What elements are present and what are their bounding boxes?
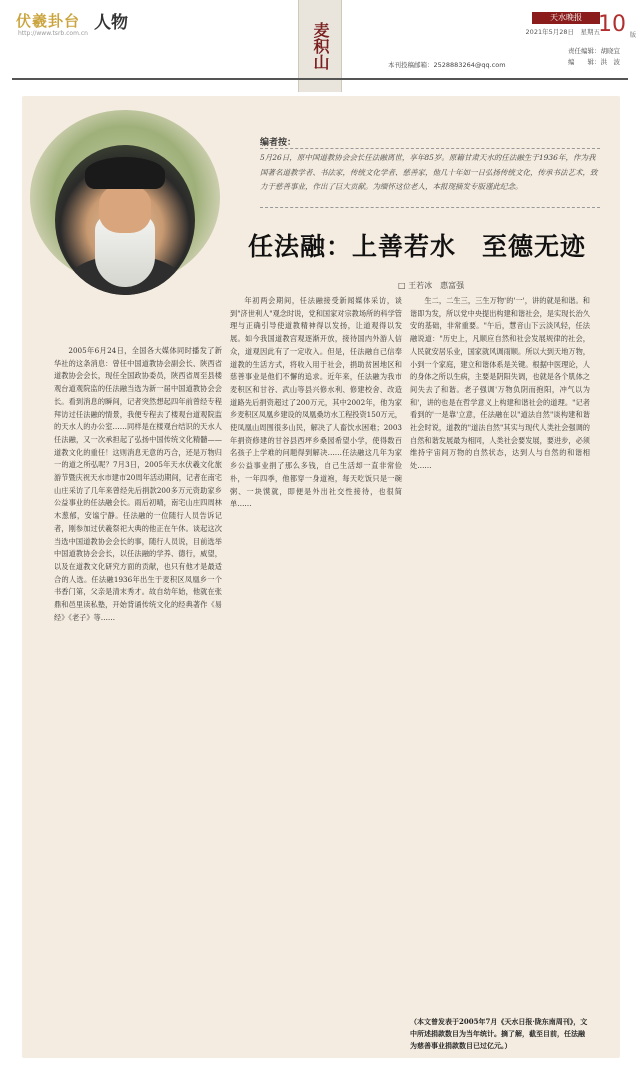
brand-url: http://www.tsrb.com.cn xyxy=(18,30,88,37)
article-column-2 xyxy=(230,295,402,1045)
section-title: 人物 xyxy=(94,13,128,33)
header-rule xyxy=(12,78,628,80)
brand-logo: 伏羲卦台 xyxy=(16,12,81,30)
article-byline: □ 王若冰 惠富强 xyxy=(398,281,465,290)
page-number: 10 xyxy=(598,12,626,37)
portrait-photo xyxy=(55,145,195,295)
column-2-text: 年初两会期间，任法融接受新闻媒体采访，谈到"济世利人"观念时说，党和国家对宗教场所的科学管理与正确引导使道教精神得以发扬，让道观得以发展。如今我国道教宫观逐渐开放，接待国内外游人信众，道观因此有了一定收入。但是，任法融自己信奉道教的生活方式，将收入用于社会，捐助贫困地区和慈善事业是他们不懈的追求。近年来，任法融为我市麦积区和甘谷、武山等县兴修水利、修建校舍、改造道路先后捐资超过了200万元，其中2002年，他为家乡麦积区凤凰乡建设的凤凰桑坊水工程投资150万元，使凤凰山周围很多山民，解决了人畜饮水困难；2003年捐资修建的甘谷县西坪乡桑园希望小学，使得数百名孩子上学难的问题得到解决……任法融这几年为家乡公益事业捐了那么多钱，自己生活却一直非常俭朴，一年四季，他都穿一身道袍，每天吃饭只是一碗粥、一块馍就，即便是外出社交性接待，也很简单…… xyxy=(230,296,402,509)
page-header xyxy=(0,0,640,96)
article-column-3 xyxy=(410,295,590,1017)
article-footnote: （本文曾发表于2005年7月《天水日报·陇东南周刊》，文中所述捐款数目为当年统计。摘了解，截至目前，任法融为慈善事业捐款数目已过亿元。） xyxy=(410,1017,588,1050)
editor-credits: 责任编辑：胡晓宜 编 辑：洪 波 xyxy=(568,47,620,66)
article-column-1 xyxy=(54,345,222,1045)
editor-note: 5月26日，原中国道教协会会长任法融离世，享年85岁。原籍甘肃天水的任法融生于1936年，作为我国著名道教学者、书法家，传统文化学者、慈善家，他几十年如一日弘扬传统文化，传承书法艺术，致力于慈善事业，作出了巨大贡献。为缅怀这位老人，本报现摘发专版谨此纪念。 xyxy=(260,148,600,208)
issue-date: 2021年5月28日 星期五 xyxy=(525,28,600,36)
page-unit: 版 xyxy=(629,32,636,39)
column-logo-text: 麦积山 xyxy=(311,22,330,70)
column-3-text: 生二，二生三，三生万物'的'一'，讲的就是和谐。和谐即为发，所以党中央提出构建和谐社会，是实现长治久安的基础，非常重要。"午后，慧音山下云淡风轻，任法融说道："历史上，凡顺应自然和社会发展规律的社会，人民就安居乐业，国家就风调雨顺。所以大到天地万物，小到一个家庭，建立和谐体系是关键。根据中医理论，人的身体之所以生病，主要是阴阳失调，也就是各个肌体之间失去了和谐。老子强调'万物负阴而抱阳，冲气以为和'，讲的也是在哲学意义上构建和谐社会的道理。"记者看到的'一是靠'立意，任法融在以"道法自然"谈构建和谐社会时说，道教的"道法自然"其实与现代人类社会强调的自然和谐发展最为相同，人类社会要发展，要进步，必须维持宇宙间万物的自然状态，达到人与自然的和谐相处…… xyxy=(410,296,590,471)
editor-note-label: 编者按： xyxy=(260,138,297,148)
column-1-text: 2005年6月24日，全国各大媒体同时播发了新华社的这条消息：曾任中国道教协会副会长、陕西省道教协会会长，现任全国政协委员，陕西省周至县楼观台道观院监的任法融当选为新一届中国道教协会会长。看到消息的瞬间，记者突然想起四年前曾经专程拜访过任法融的情景，我便专程去了楼观台道观院监的天水人的办公室……同样是在楼观台结识的天水人任法融，又一次承担起了弘扬中国传统文化精髓——道教文化的重任！这则消息无意的巧合，还是万物归一的道之所弘呢？7月3日，2005年天水伏羲文化旅游节暨庆祝天水市建市20周年活动期间，记者在南宅山庄采访了几年来曾经先后捐款200多万元资助家乡公益事业的任法融会长。雨后初晴，南宅山庄四周林木葱郁，安谧宁静。任法融的一位随行人员告诉记者，刚参加过伏羲祭祀大典的他正在午休。谈起这次当选中国道教协会会长的事，随行人员说，目前选举中国道教协会会长，以任法融的学养、德行，威望，以及在道教文化研究方面的贡献，也只有他才是最适合的人选。任法融1936年出生于麦积区凤凰乡一个书香门第，父亲是清末秀才。故自幼年始，他就在张鼎和邑里读私塾，开始背诵传统文化的经典著作《易经》《老子》等…… xyxy=(54,346,222,622)
contact-email: 本刊投稿邮箱：2528883264@qq.com xyxy=(388,61,506,69)
article-headline: 任法融：上善若水 至德无迹 xyxy=(248,232,587,261)
masthead: 天水晚报 xyxy=(532,12,600,24)
portrait-hat xyxy=(85,157,165,189)
portrait-face xyxy=(99,185,151,233)
